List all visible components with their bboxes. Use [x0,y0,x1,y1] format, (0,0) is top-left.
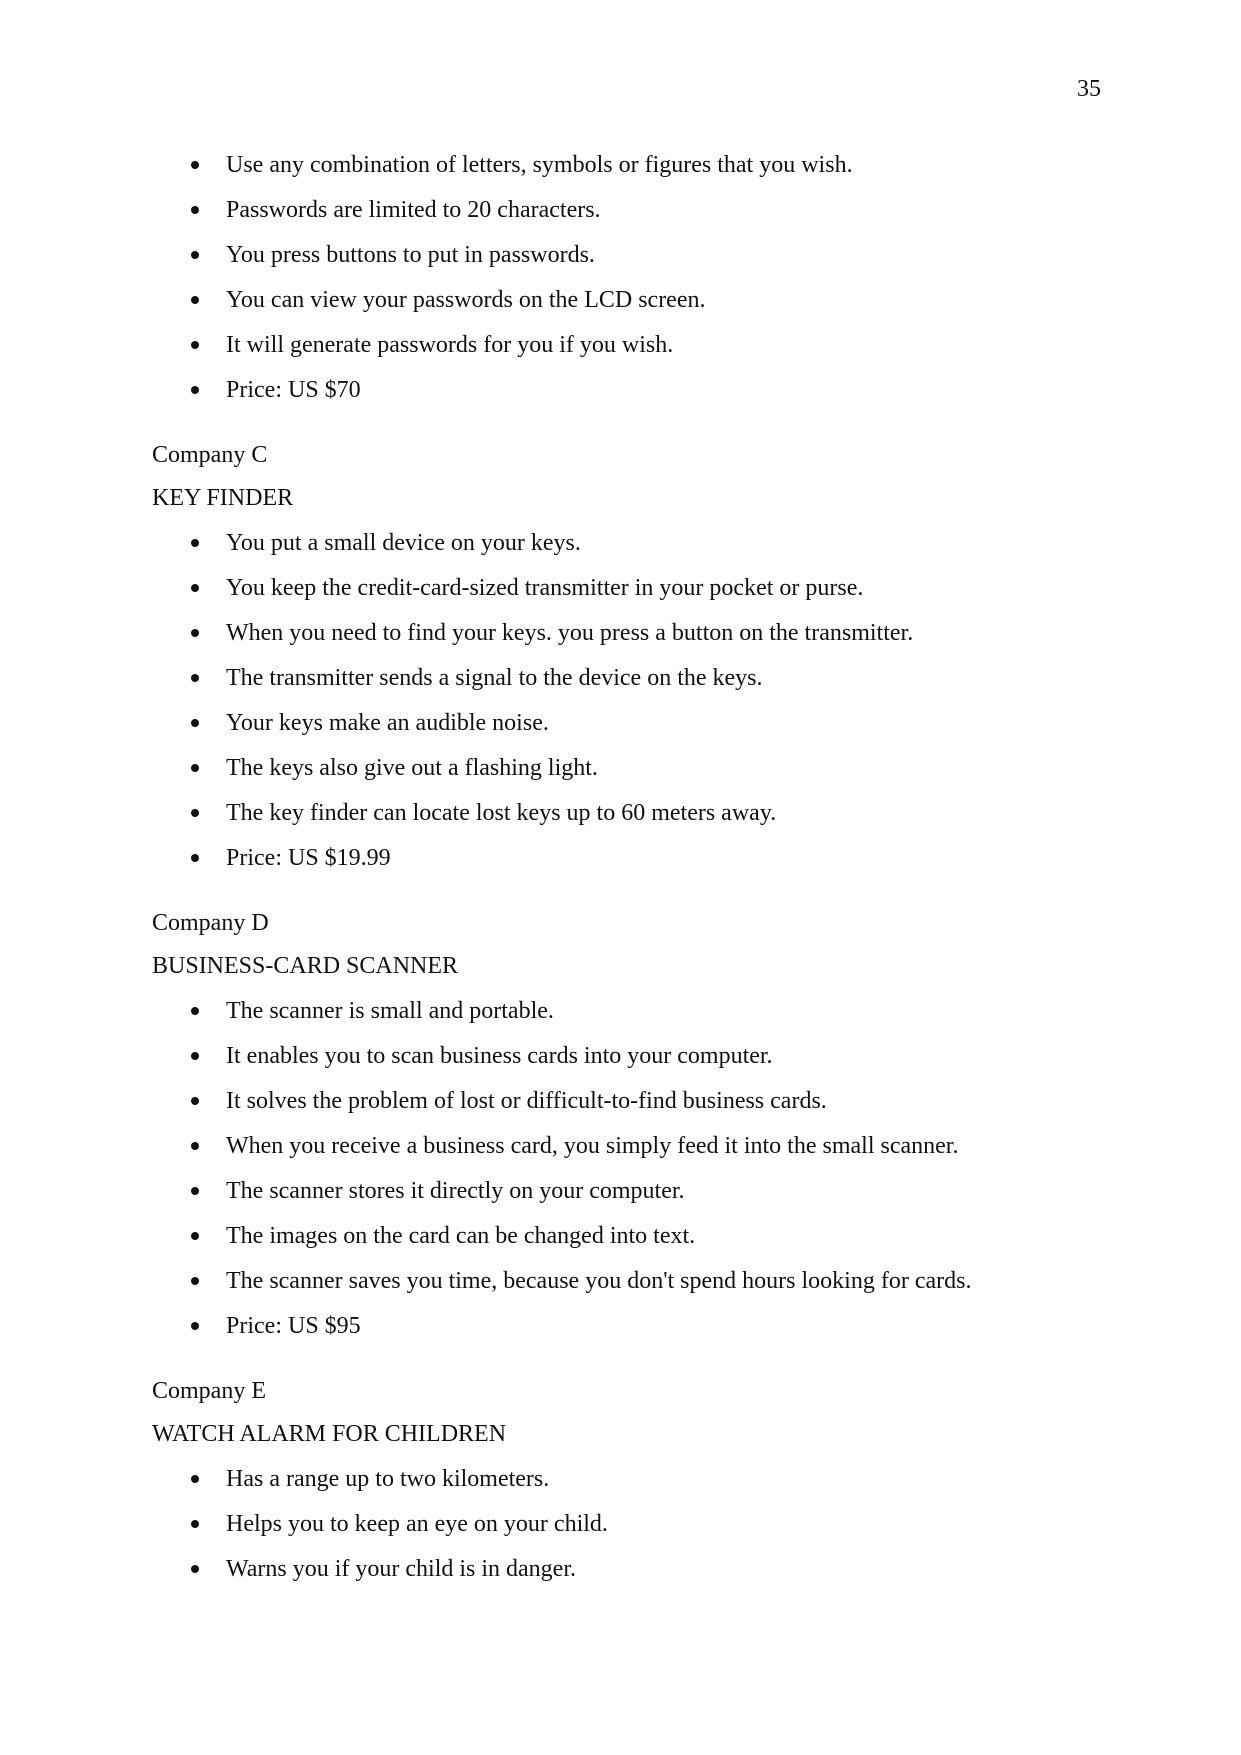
list-item [152,798,1112,843]
list-item-text: The images on the card can be changed into text. [226,1223,696,1249]
list-item [152,375,1112,420]
bullet-icon [191,1520,199,1528]
company-name: Company C [152,442,268,468]
list-item [152,573,1112,618]
list-item-text: It will generate passwords for you if you wish. [226,332,674,358]
list-item-text: Warns you if your child is in danger. [226,1556,577,1582]
list-item-text: Has a range up to two kilometers. [226,1466,550,1492]
list-item-text: You keep the credit-card-sized transmitter in your pocket or purse. [226,575,864,601]
list-item-text: Helps you to keep an eye on your child. [226,1511,608,1537]
list-item-text: Passwords are limited to 20 characters. [226,197,601,223]
list-item [152,1131,1112,1176]
bullet-icon [191,674,199,682]
intro-bullet-list [152,150,1112,420]
company-section-d [152,908,1112,1356]
list-item [152,528,1112,573]
bullet-icon [191,1277,199,1285]
list-item-text: The transmitter sends a signal to the device on the keys. [226,665,763,691]
bullet-icon [191,296,199,304]
list-item [152,996,1112,1041]
bullet-icon [191,1007,199,1015]
list-item-text: Your keys make an audible noise. [226,710,549,736]
list-item-text: The key finder can locate lost keys up to 60 meters away. [226,800,777,826]
list-item-text: Price: US $95 [226,1313,361,1339]
bullet-icon [191,539,199,547]
list-item-text: You can view your passwords on the LCD screen. [226,287,706,313]
list-item [152,285,1112,330]
list-item [152,1086,1112,1131]
list-item-text: Price: US $19.99 [226,845,391,871]
bullet-icon [191,1565,199,1573]
list-item-text: Use any combination of letters, symbols or figures that you wish. [226,152,853,178]
list-item [152,1221,1112,1266]
product-name: WATCH ALARM FOR CHILDREN [152,1421,507,1447]
list-item-text: It solves the problem of lost or difficult-to-find business cards. [226,1088,827,1114]
bullet-icon [191,1097,199,1105]
list-item-text: The keys also give out a flashing light. [226,755,598,781]
list-item-text: When you receive a business card, you simply feed it into the small scanner. [226,1133,959,1159]
list-item [152,708,1112,753]
document-body [152,150,1112,1599]
company-name: Company E [152,1378,266,1404]
list-item [152,1464,1112,1509]
list-item-text: Price: US $70 [226,377,361,403]
list-item [152,195,1112,240]
bullet-icon [191,1475,199,1483]
bullet-icon [191,1322,199,1330]
list-item [152,1311,1112,1356]
feature-list [152,1464,1112,1599]
list-item [152,843,1112,888]
bullet-icon [191,251,199,259]
list-item [152,150,1112,195]
bullet-icon [191,629,199,637]
list-item [152,753,1112,798]
bullet-icon [191,386,199,394]
company-section-c [152,440,1112,888]
bullet-icon [191,584,199,592]
company-section-e [152,1376,1112,1599]
bullet-icon [191,1187,199,1195]
product-name: KEY FINDER [152,485,294,511]
list-item-text: It enables you to scan business cards into your computer. [226,1043,773,1069]
list-item-text: The scanner is small and portable. [226,998,554,1024]
page-number: 35 [1077,76,1101,102]
list-item [152,240,1112,285]
list-item [152,1041,1112,1086]
feature-list [152,528,1112,888]
list-item [152,618,1112,663]
product-name: BUSINESS-CARD SCANNER [152,953,459,979]
list-item [152,1509,1112,1554]
list-item-text: When you need to find your keys. you press a button on the transmitter. [226,620,914,646]
bullet-icon [191,719,199,727]
company-name: Company D [152,910,269,936]
bullet-icon [191,764,199,772]
list-item-text: The scanner saves you time, because you don't spend hours looking for cards. [226,1268,972,1294]
bullet-icon [191,809,199,817]
bullet-icon [191,1232,199,1240]
list-item [152,1266,1112,1311]
bullet-icon [191,854,199,862]
list-item [152,330,1112,375]
list-item-text: You press buttons to put in passwords. [226,242,595,268]
list-item [152,1554,1112,1599]
list-item [152,1176,1112,1221]
bullet-icon [191,1052,199,1060]
list-item [152,663,1112,708]
bullet-icon [191,206,199,214]
list-item-text: The scanner stores it directly on your computer. [226,1178,685,1204]
bullet-icon [191,1142,199,1150]
bullet-icon [191,161,199,169]
list-item-text: You put a small device on your keys. [226,530,581,556]
bullet-icon [191,341,199,349]
feature-list [152,996,1112,1356]
